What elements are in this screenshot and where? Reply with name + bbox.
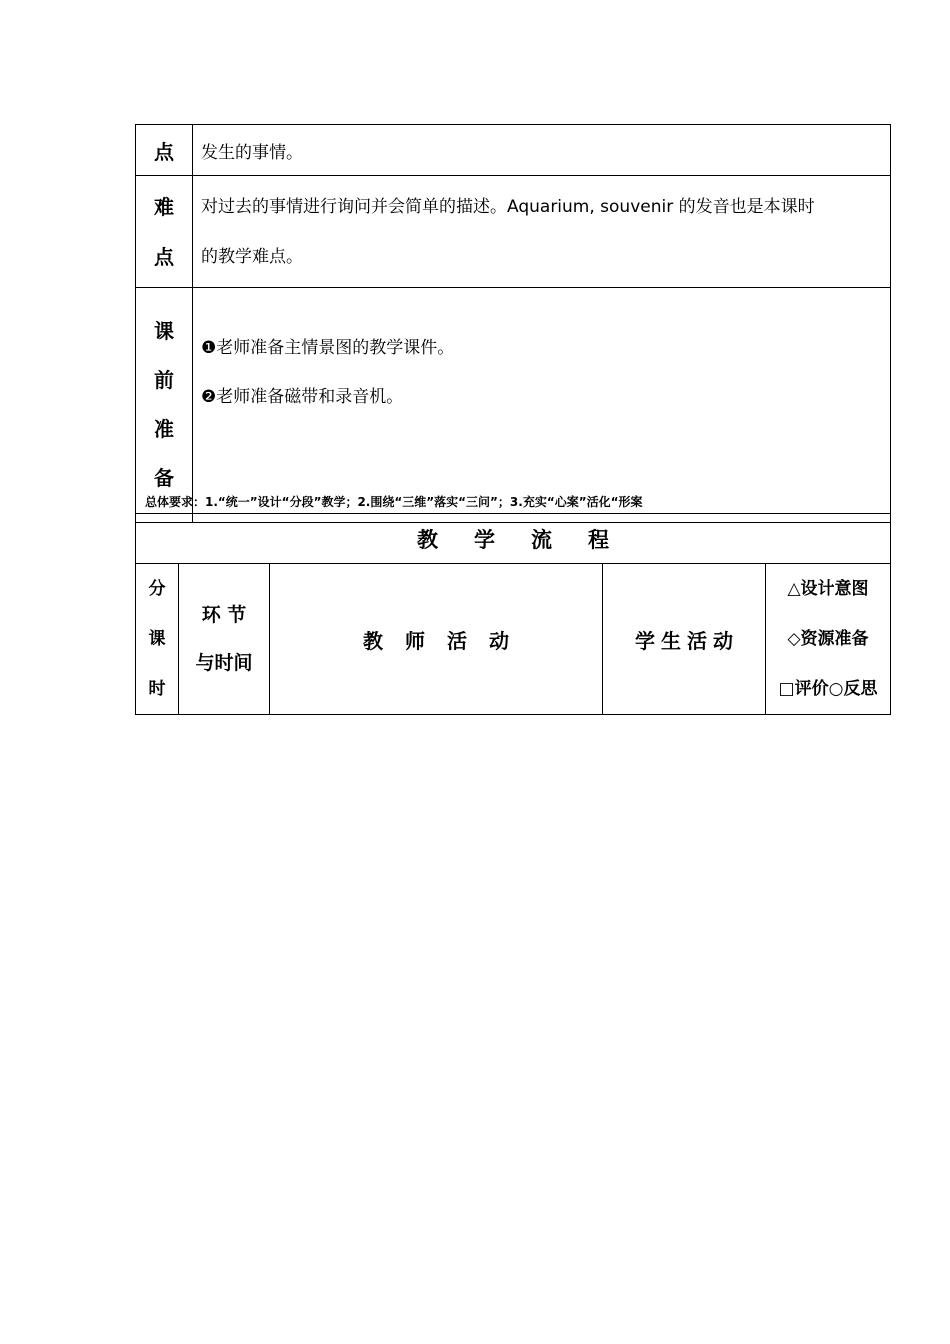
- header-student-activity: 学生活动: [603, 564, 766, 715]
- preparation-label: 课 前 准 备: [136, 288, 193, 523]
- flow-title-row: [136, 514, 891, 564]
- difficulty-row: [136, 176, 891, 288]
- header-design-notes: △设计意图 ◇资源准备 □评价○反思: [766, 564, 891, 715]
- header-period: 分 课 时: [136, 564, 179, 715]
- flow-header-row: [136, 564, 891, 715]
- header-stage-time: 环 节 与时间: [179, 564, 270, 715]
- header-teacher-activity: 教师活动: [270, 564, 603, 715]
- key-point-label: 点: [136, 125, 193, 176]
- preparation-row: [136, 288, 891, 523]
- preparation-list: [193, 288, 891, 523]
- key-point-text: 发生的事情。: [193, 125, 891, 176]
- preparation-item: ❶老师准备主情景图的教学课件。: [201, 338, 455, 358]
- flow-title: 教学流程: [136, 514, 891, 564]
- key-point-row: [136, 125, 891, 176]
- lesson-plan-table: [135, 124, 891, 523]
- preparation-item: ❷老师准备磁带和录音机。: [201, 387, 404, 407]
- general-requirements: 总体要求：1.“统一”设计“分段”教学；2.围绕“三维”落实“三问”；3.充实“心案”活化“形案: [145, 495, 643, 509]
- teaching-flow-table: [135, 513, 891, 715]
- difficulty-label: 难 点: [136, 176, 193, 288]
- difficulty-text: 对过去的事情进行询问并会简单的描述。Aquarium, souvenir 的发音也是本课时 的教学难点。: [193, 176, 891, 288]
